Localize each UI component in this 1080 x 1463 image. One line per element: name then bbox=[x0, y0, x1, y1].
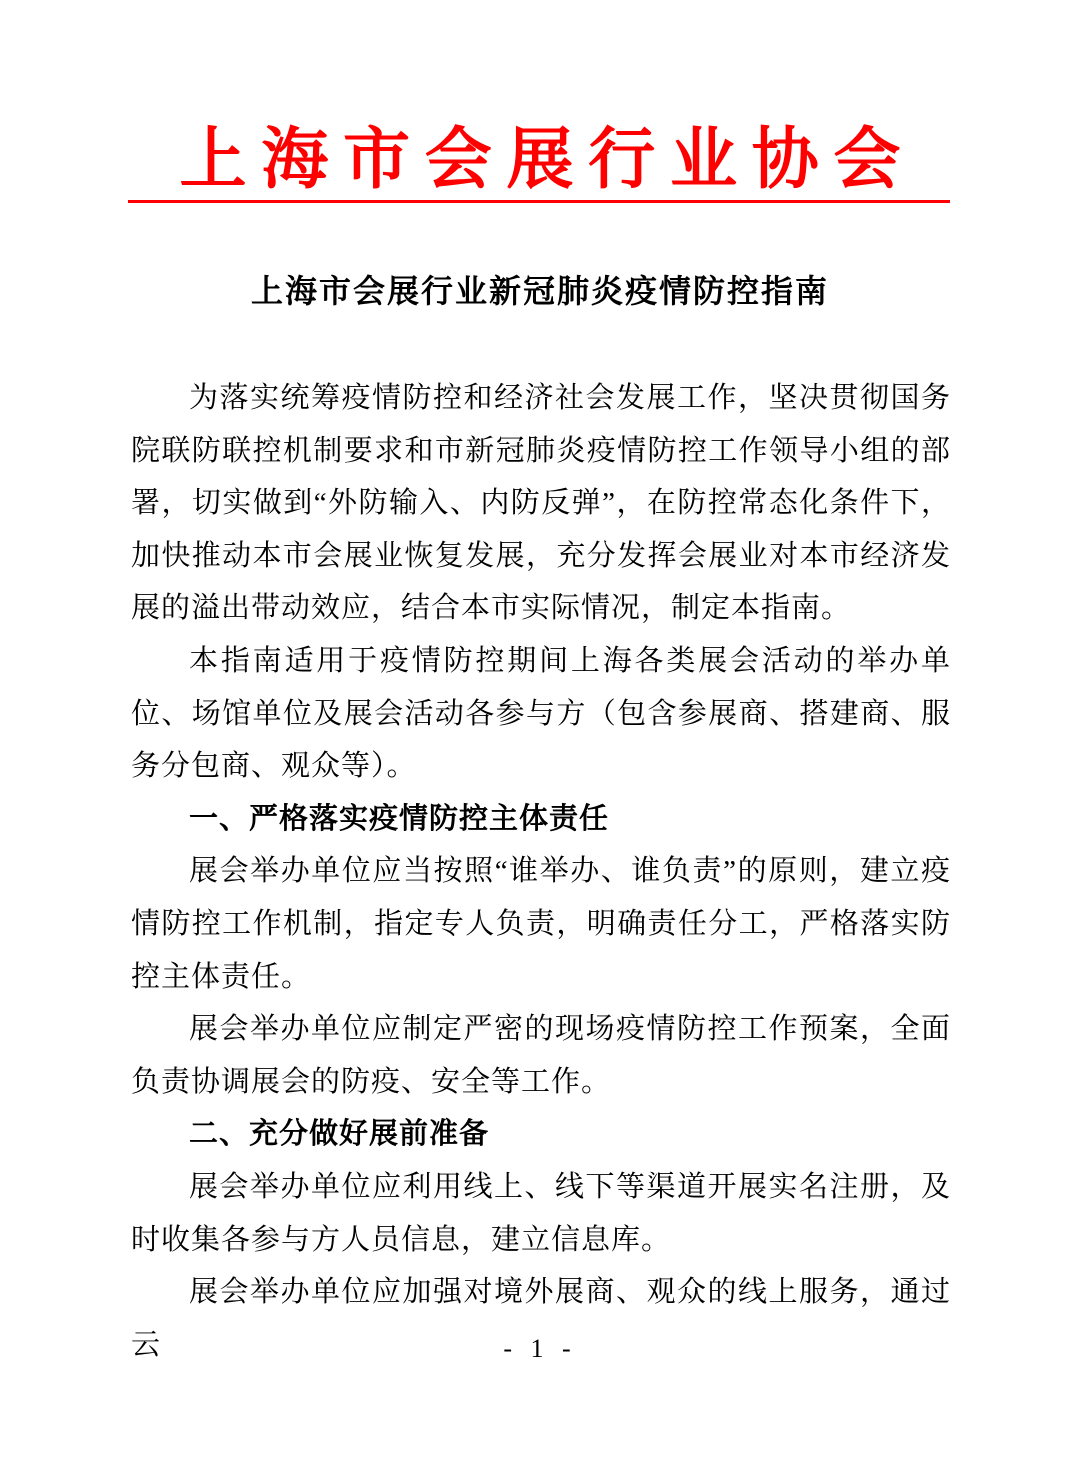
paragraph-scope: 本指南适用于疫情防控期间上海各类展会活动的举办单位、场馆单位及展会活动各参与方（包含参展商、搭建商、服务分包商、观众等）。 bbox=[131, 644, 951, 783]
paragraph-preparation-2: 展会举办单位应加强对境外展商、观众的线上服务，通过云 bbox=[131, 1276, 951, 1361]
paragraph-preparation-1: 展会举办单位应利用线上、线下等渠道开展实名注册，及时收集各参与方人员信息，建立信息库。 bbox=[131, 1170, 951, 1256]
paragraph-intro: 为落实统筹疫情防控和经济社会发展工作，坚决贯彻国务院联防联控机制要求和市新冠肺炎疫情防控工作领导小组的部署，切实做到“外防输入、内防反弹”，在防控常态化条件下，加快推动本市会展业恢复发展，充分发挥会展业对本市经济发展的溢出带动效应，结合本市实际情况，制定本指南。 bbox=[131, 382, 951, 625]
section-heading-1: 一、严格落实疫情防控主体责任 bbox=[189, 802, 610, 835]
page-number: - 1 - bbox=[503, 1334, 577, 1363]
letterhead-rule bbox=[128, 200, 950, 203]
document-body bbox=[131, 372, 951, 1371]
document-title: 上海市会展行业新冠肺炎疫情防控指南 bbox=[250, 273, 829, 309]
paragraph-responsibility-1: 展会举办单位应当按照“谁举办、谁负责”的原则，建立疫情防控工作机制，指定专人负责，明确责任分工，严格落实防控主体责任。 bbox=[131, 855, 951, 993]
letterhead-title: 上海市会展行业协会 bbox=[179, 123, 916, 197]
section-heading-2: 二、充分做好展前准备 bbox=[189, 1118, 490, 1151]
paragraph-responsibility-2: 展会举办单位应制定严密的现场疫情防控工作预案，全面负责协调展会的防疫、安全等工作。 bbox=[131, 1013, 951, 1098]
